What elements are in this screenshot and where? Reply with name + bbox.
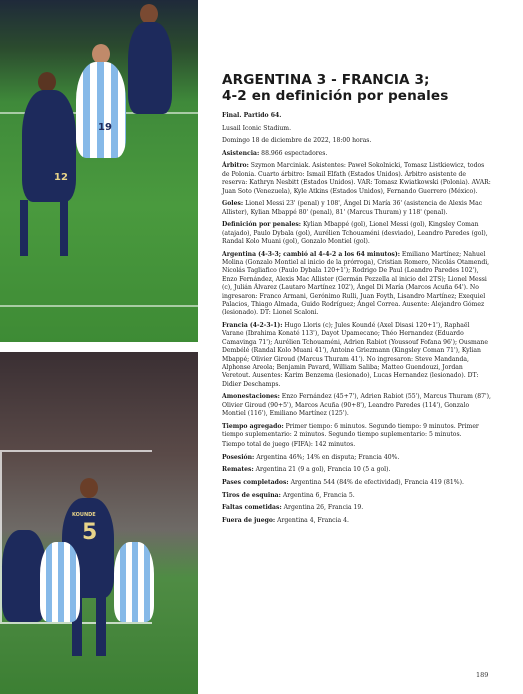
- report-paragraph: [222, 322, 492, 389]
- report-paragraph: [222, 221, 492, 246]
- report-paragraph: [222, 125, 492, 133]
- report-paragraph: [222, 454, 492, 462]
- paragraph-label: Goles:: [222, 200, 244, 208]
- pitch-line: [0, 305, 198, 307]
- title-line-2: 4-2 en definición por penales: [222, 88, 449, 104]
- paragraph-text: Tiempo total de juego (FIFA): 142 minutos.: [222, 441, 356, 449]
- paragraph-text: Kylian Mbappé (gol), Lionel Messi (gol), Kingsley Coman (atajado), Paulo Dybala (gol), Aurélien Tchouaméni (desviado), Leandro Paredes (gol), Randal Kolo Muani (gol), Gonzalo Montiel (gol).: [222, 221, 488, 245]
- paragraph-text: Domingo 18 de diciembre de 2022, 18:00 horas.: [222, 137, 372, 145]
- paragraph-label: Pases completados:: [222, 479, 289, 487]
- paragraph-text: Lusail Iconic Stadium.: [222, 124, 292, 132]
- player-head: [80, 478, 98, 498]
- paragraph-text: Argentina 46%; 14% en disputa; Francia 40%.: [254, 453, 400, 461]
- report-paragraph: [222, 517, 492, 525]
- report-paragraph: [222, 162, 492, 196]
- report-paragraph: [222, 504, 492, 512]
- jersey-number: 5: [82, 520, 98, 545]
- page-title: [222, 72, 492, 104]
- report-paragraph: [222, 466, 492, 474]
- player-leg: [96, 596, 106, 656]
- paragraph-text: Szymon Marciniak. Asistentes: Paweł Sokolnicki, Tomasz Listkiewicz, todos de Polonia. Cuarto árbitro: Ismail Elfath (Estados Unidos). Árbitro asistente de reserva: Kathryn Nesbitt (Estados Unidos). VAR: Tomasz Kwiatkowski (Polonia). AVAR: Juan Soto (Venezuela), Kyle Atkins (Estados Unidos), Fernando Guerrero (México).: [222, 162, 491, 195]
- paragraph-label: Argentina (4-3-3; cambió al 4-4-2 a los 64 minutos):: [222, 250, 400, 258]
- report-paragraphs: [222, 112, 492, 525]
- paragraph-text: Final. Partido 64.: [222, 112, 282, 119]
- player-figure: [40, 542, 80, 622]
- match-report: [222, 72, 492, 529]
- match-photo-top: [0, 0, 198, 342]
- report-paragraph: [222, 423, 492, 440]
- player-figure: [128, 22, 172, 114]
- paragraph-text: Argentina 6, Francia 5.: [280, 491, 355, 499]
- paragraph-label: Amonestaciones:: [222, 393, 280, 401]
- report-paragraph: [222, 479, 492, 487]
- page-number: 189: [476, 671, 489, 679]
- player-figure: [76, 62, 126, 158]
- player-head: [92, 44, 110, 64]
- match-photo-bottom: [0, 352, 198, 694]
- paragraph-label: Posesión:: [222, 453, 255, 461]
- paragraph-text: Argentina 4, Francia 4.: [275, 516, 349, 524]
- player-leg: [20, 200, 28, 256]
- report-paragraph: [222, 492, 492, 500]
- paragraph-label: Francia (4-2-3-1):: [222, 322, 283, 330]
- report-paragraph: [222, 251, 492, 318]
- jersey-number: 12: [54, 172, 68, 183]
- jersey-number: 19: [98, 122, 112, 133]
- paragraph-text: Lionel Messi 23' (penal) y 108', Ángel Di María 36' (asistencia de Alexis Mac Allister), Kylian Mbappé 80' (penal), 81' (Marcus Thuram) y 118' (penal).: [222, 200, 483, 216]
- player-nameplate: KOUNDE: [72, 512, 96, 518]
- player-figure: [114, 542, 154, 622]
- player-leg: [60, 200, 68, 256]
- paragraph-text: Enzo Fernández (45+7'), Adrien Rabiot (55'), Marcus Thuram (87'), Olivier Giroud (90+5'), Marcos Acuña (90+8'), Leandro Paredes (114'), Gonzalo Montiel (116'), Emiliano Martínez (125').: [222, 393, 491, 418]
- paragraph-text: Argentina 26, Francia 19.: [281, 504, 364, 512]
- player-figure: [22, 90, 76, 202]
- paragraph-label: Faltas cometidas:: [222, 504, 282, 512]
- paragraph-text: Argentina 21 (9 a gol), Francia 10 (5 a gol).: [253, 466, 391, 474]
- report-paragraph: [222, 393, 492, 418]
- paragraph-label: Tiros de esquina:: [222, 491, 281, 499]
- paragraph-text: Hugo Lloris (c); Jules Koundé (Axel Disasi 120+1'), Raphaël Varane (Ibrahima Konaté 113'), Dayot Upamecano; Théo Hernandez (Eduardo Camavinga 71'); Aurélien Tchouaméni, Adrien Rabiot (Youssouf Fofana 96'); Ousmane Dembélé (Randal Kolo Muani 41'), Antoine Griezmann (Kingsley Coman 71'), Kylian Mbappé; Olivier Giroud (Marcus Thuram 41'). No ingresaron: Steve Mandanda, Alphonse Areola; Benjamin Pavard, William Saliba; Matteo Guendouzi, Jordan Veretout. Ausentes: Karim Benzema (lesionado), Lucas Hernandez (lesionado). DT: Didier Deschamps.: [222, 322, 488, 388]
- paragraph-text: 88.966 espectadores.: [259, 149, 328, 157]
- paragraph-label: Definición por penales:: [222, 221, 302, 229]
- report-paragraph: [222, 137, 492, 145]
- player-head: [38, 72, 56, 92]
- paragraph-text: Primer tiempo: 6 minutos. Segundo tiempo: 9 minutos. Primer tiempo suplementario: 2 minutos. Segundo tiempo suplementario: 5 minutos.: [222, 422, 479, 439]
- paragraph-label: Tiempo agregado:: [222, 422, 284, 430]
- title-line-1: ARGENTINA 3 - FRANCIA 3;: [222, 72, 430, 88]
- paragraph-label: Árbitro:: [222, 162, 249, 170]
- paragraph-label: Fuera de juego:: [222, 516, 276, 524]
- paragraph-text: Argentina 544 (84% de efectividad), Francia 419 (81%).: [288, 479, 464, 487]
- report-paragraph: [222, 112, 492, 120]
- paragraph-text: Emiliano Martínez; Nahuel Molina (Gonzalo Montiel al inicio de la prórroga), Cristian Romero, Nicolás Otamendi, Nicolás Tagliafico (Paulo Dybala 120+1'); Rodrigo De Paul (Leandro Paredes 102'), Enzo Fernández, Alexis Mac Allister (Germán Pezzella al inicio del 2TS); Lionel Messi (c), Julián Álvarez (Lautaro Martínez 102'), Ángel Di María (Marcos Acuña 64'). No ingresaron: Franco Armani, Gerónimo Rulli, Juan Foyth, Lisandro Martínez; Exequiel Palacios, Thiago Almada, Guido Rodríguez; Ángel Correa. Ausente: Alejandro Gómez (lesionado). DT: Lionel Scaloni.: [222, 250, 490, 317]
- report-paragraph: [222, 441, 492, 449]
- paragraph-label: Asistencia:: [222, 149, 260, 157]
- player-head: [140, 4, 158, 24]
- report-paragraph: [222, 150, 492, 158]
- report-paragraph: [222, 200, 492, 217]
- paragraph-label: Remates:: [222, 466, 254, 474]
